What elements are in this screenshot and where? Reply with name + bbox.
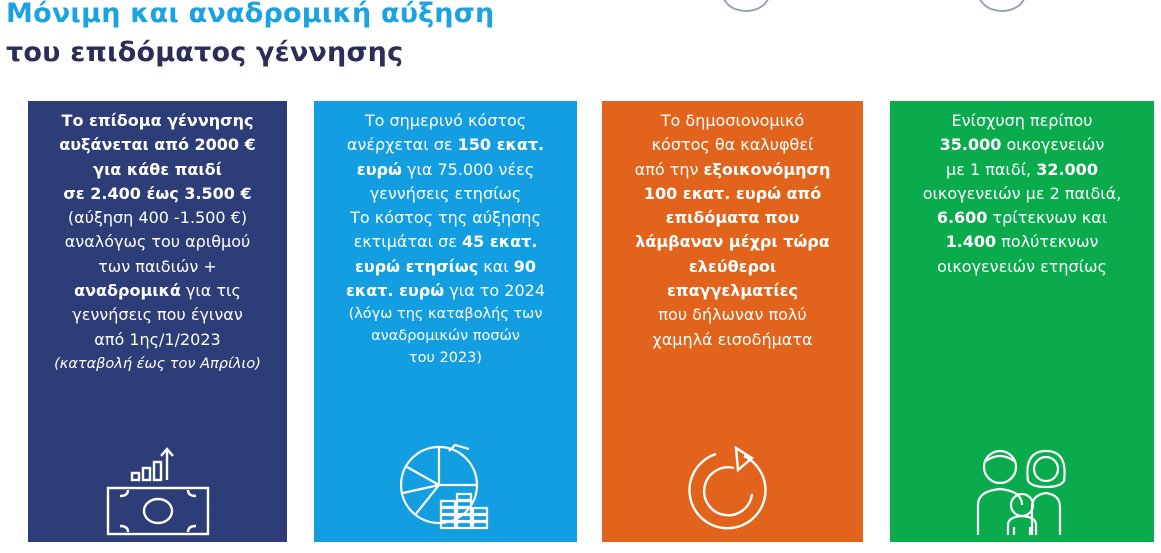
- card-line: [38, 279, 277, 303]
- refresh-cycle-icon: [686, 444, 776, 536]
- card-line: [324, 133, 567, 157]
- card-line: σε 2.400 έως 3.500 €: [63, 183, 252, 203]
- card-line: επιδόματα που: [665, 208, 800, 228]
- card-line-part: με 1 παιδί,: [946, 159, 1032, 179]
- card-line: αναλόγως του αριθμού: [64, 232, 251, 252]
- card-line-part: πολύτεκνων: [1001, 232, 1099, 252]
- card-line-bold: εξοικονόμηση: [703, 159, 831, 179]
- card-line: [612, 158, 853, 182]
- card-line-bold: ευρώ ετησίως: [354, 256, 479, 276]
- card-line: (αύξηση 400 -1.500 €): [67, 208, 248, 228]
- card-line-bold: 35.000: [939, 135, 1002, 155]
- card-line: που δήλωναν πολύ: [658, 305, 807, 325]
- family-icon: [970, 441, 1070, 537]
- card-line: των παιδιών +: [98, 256, 217, 276]
- card-line-part: από την: [634, 159, 699, 179]
- card-line: από 1ης/1/2023: [94, 329, 221, 349]
- card-line: 100 εκατ. ευρώ από: [643, 183, 822, 203]
- card-line: [900, 230, 1144, 254]
- card-fiscal-cost: [602, 101, 863, 542]
- pie-chart-coins-icon: [397, 441, 493, 537]
- card-families-support: [890, 101, 1154, 542]
- card-line-bold: ευρώ: [356, 159, 402, 179]
- card-line: γεννήσεις ετησίως: [369, 183, 522, 203]
- card-line: Ενίσχυση περίπου: [951, 111, 1093, 130]
- card-line: Το σημερινό κόστος: [364, 111, 527, 130]
- card-line-part: εκτιμάται σε: [353, 232, 457, 252]
- card-line-part: και: [483, 256, 509, 276]
- card-line: για κάθε παιδί: [93, 159, 222, 179]
- card-line: [900, 133, 1144, 157]
- card-line: Το κόστος της αύξησης: [350, 208, 541, 228]
- card-line: γεννήσεις που έγιναν: [72, 305, 243, 325]
- card-line: κόστος θα καλυφθεί: [651, 135, 814, 155]
- card-line-bold: 1.400: [945, 232, 997, 252]
- card-line: [324, 255, 567, 279]
- card-line-part: για 75.000 νέες: [406, 159, 535, 179]
- card-line: οικογενειών με 2 παιδιά,: [922, 183, 1122, 203]
- card-line: [900, 158, 1144, 182]
- card-line-part: οικογενειών: [1006, 135, 1105, 155]
- emblem-logo-right: [978, 0, 1026, 12]
- card-line-part: για το 2024: [449, 281, 546, 301]
- card-line: αναδρομικών ποσών: [371, 328, 520, 345]
- page-title-line2: του επιδόματος γέννησης: [6, 37, 404, 68]
- card-line: [324, 279, 567, 303]
- card-line: χαμηλά εισοδήματα: [652, 329, 813, 349]
- card-line-part: τρίτεκνων και: [992, 208, 1108, 228]
- card-line-bold: 90: [513, 256, 537, 276]
- card-birth-allowance: [28, 101, 287, 542]
- page-title-line1: Μόνιμη και αναδρομική αύξηση: [6, 0, 495, 29]
- card-line: Το δημοσιονομικό: [660, 111, 805, 130]
- card-line-bold: 45 εκατ.: [462, 232, 538, 252]
- card-line: (λόγω της καταβολής των: [348, 306, 543, 323]
- emblem-logo-left: [722, 0, 770, 12]
- money-growth-icon: [106, 444, 210, 536]
- card-line: του 2023): [408, 350, 483, 367]
- card-line-bold: αναδρομικά: [74, 281, 181, 301]
- card-line-bold: 32.000: [1036, 159, 1098, 179]
- card-line-bold: 6.600: [936, 208, 988, 228]
- card-line: Το επίδομα γέννησης: [61, 111, 254, 130]
- card-line: [324, 230, 567, 254]
- card-line: λάμβαναν μέχρι τώρα: [635, 232, 830, 252]
- card-line-bold: εκατ. ευρώ: [345, 281, 445, 301]
- card-current-cost: [314, 101, 577, 542]
- card-line: [900, 206, 1144, 230]
- logo-caption: [776, 0, 886, 5]
- card-line: [324, 158, 567, 182]
- card-line-part: ανέρχεται σε: [346, 135, 453, 155]
- card-line: επαγγελματίες: [667, 281, 798, 301]
- card-line: αυξάνεται από 2000 €: [59, 135, 256, 155]
- card-line: οικογενειών ετησίως: [937, 256, 1107, 276]
- card-line: ελεύθεροι: [688, 256, 777, 276]
- card-line-part: για τις: [185, 281, 241, 301]
- card-line-bold: 150 εκατ.: [457, 135, 545, 155]
- card-line: (καταβολή έως τον Απρίλιο): [54, 355, 261, 372]
